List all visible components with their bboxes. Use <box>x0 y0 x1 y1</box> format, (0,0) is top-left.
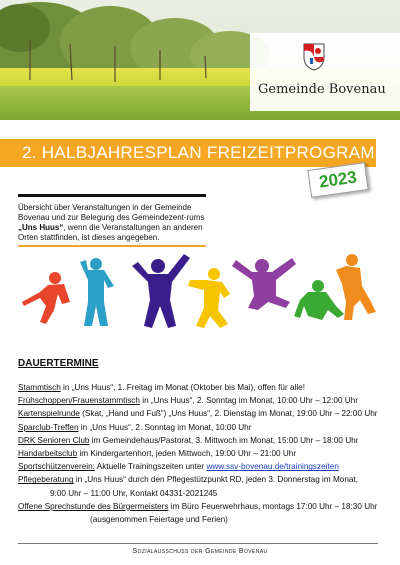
year-badge <box>307 162 368 198</box>
intro-paragraph: Übersicht über Veranstaltungen in der Gemeinde Bovenau und zur Belegung des Gemeindezent-rums „Uns Huus“, wenn die Veranstaltungen an anderen Orten stattfinden, ist dieses angegeben. <box>18 203 205 242</box>
jumping-people-illustration <box>0 240 400 340</box>
footer-text: Sozialausschuss der Gemeinde Bovenau <box>132 548 268 555</box>
intro-top-rule <box>18 194 206 197</box>
training-times-link[interactable]: www.ssv-bovenau.de/trainingszeiten <box>206 462 339 472</box>
jumper-navy <box>132 254 190 328</box>
list-item-continuation: (ausgenommen Feiertage und Ferien) <box>90 515 228 525</box>
section-heading: DAUERTERMINE <box>18 358 99 369</box>
municipality-name: Gemeinde Bovenau <box>258 82 386 97</box>
venue-name: „Uns Huus“ <box>18 223 64 232</box>
list-item: DRK Senioren Club im Gemeindehaus/Pastorat, 3. Mittwoch im Monat, 15:00 Uhr – 18:00 Uhr <box>18 435 359 445</box>
jumper-purple <box>232 258 296 310</box>
list-item: Sportschützenverein: Aktuelle Trainingszeiten unter www.ssv-bovenau.de/trainingszeiten <box>18 462 339 472</box>
event-list <box>18 381 388 526</box>
list-item: Pflegeberatung in „Uns Huus“ durch den Pflegestützpunkt RD, jeden 3. Donnerstag im Monat, <box>18 475 358 485</box>
list-item-continuation: 9:00 Uhr – 11:00 Uhr, Kontakt 04331-2021245 <box>50 488 218 498</box>
jumper-green <box>294 280 344 320</box>
list-item: Offene Sprechstunde des Bürgermeisters im Büro Feuerwehrhaus, montags 17:00 Uhr – 18:30 Uhr <box>18 501 378 511</box>
list-item: Kartenspielrunde (Skat, „Hand und Fuß“) „Uns Huus“, 2. Dienstag im Monat, 19:00 Uhr – 22:00 Uhr <box>18 409 378 419</box>
list-item: Handarbeitsclub im Kindergartenhort, jeden Mittwoch, 19:00 Uhr – 21:00 Uhr <box>18 449 297 459</box>
page-title: 2. HALBJAHRESPLAN FREIZEITPROGRAMM <box>22 143 390 162</box>
footer-rule <box>18 543 378 544</box>
list-item: Sparclub-Treffen in „Uns Huus“, 2. Sonntag im Monat, 10:00 Uhr <box>18 422 252 432</box>
list-item: Frühschoppen/Frauenstammtisch in „Uns Huus“, 2. Sonntag im Monat, 10:00 Uhr – 12:00 Uhr <box>18 396 358 406</box>
list-item: Stammtisch in „Uns Huus“, 1. Freitag im Monat (Oktober bis Mai), offen für alle! <box>18 383 305 392</box>
coat-of-arms-icon <box>303 43 325 71</box>
jumper-blue <box>80 258 114 326</box>
jumper-orange <box>336 254 376 320</box>
municipality-logo-box <box>250 33 400 111</box>
jumper-yellow <box>188 268 230 328</box>
jumper-red <box>22 272 70 324</box>
year-label: 2023 <box>317 167 358 192</box>
